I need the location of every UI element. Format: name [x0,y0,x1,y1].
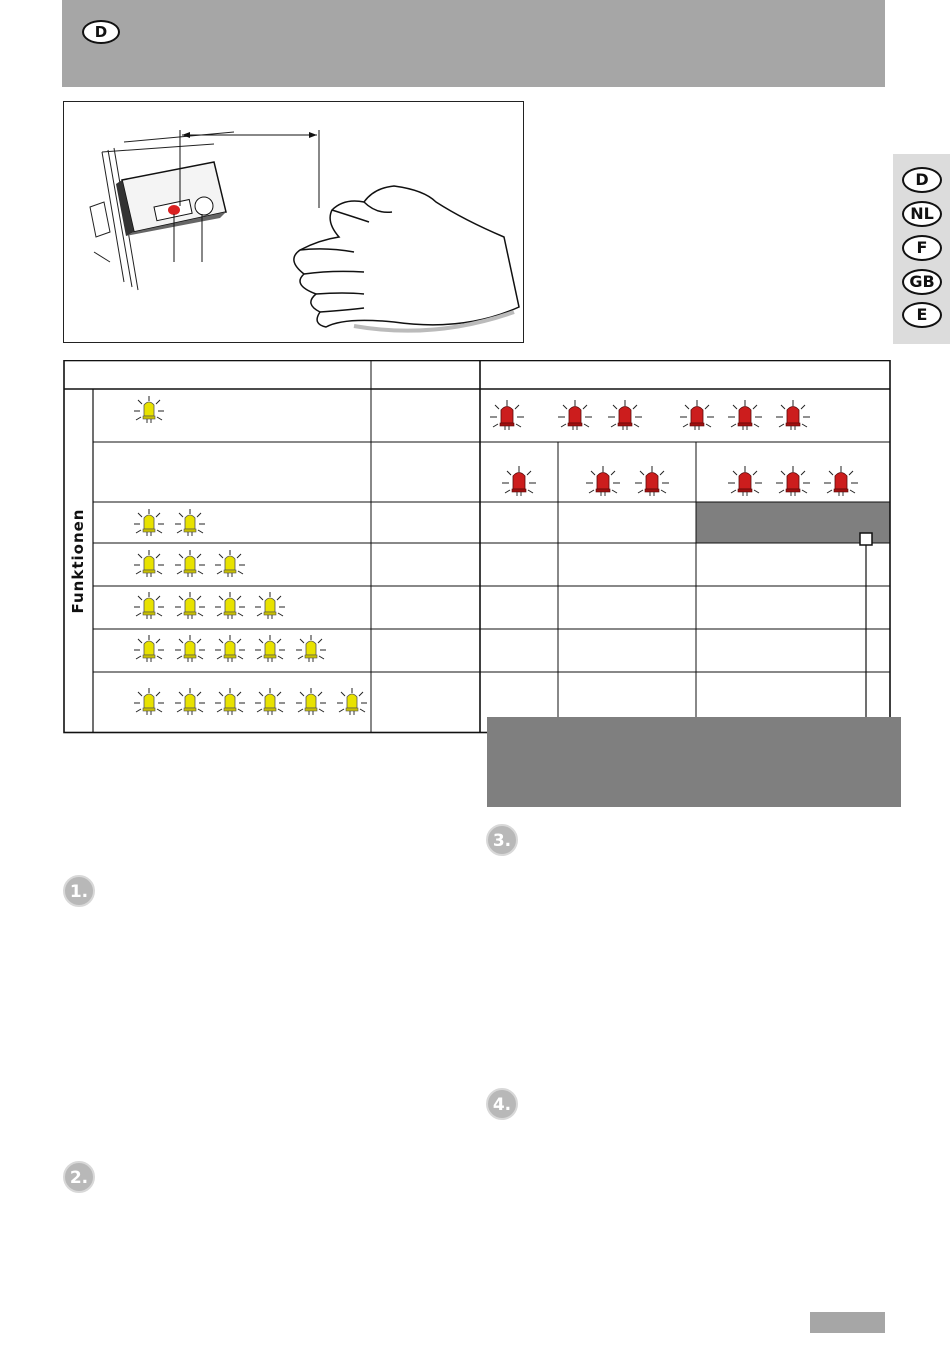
step-3-label: 3. [492,831,512,851]
language-tab-e[interactable]: E [902,302,942,328]
step-4-badge [485,1087,519,1121]
step-1-badge [62,874,96,908]
header-bar [62,0,885,87]
language-tab-d[interactable]: D [902,167,942,193]
language-badge: D [82,20,120,44]
language-tab-nl[interactable]: NL [902,201,942,227]
functions-row-label: Funktionen [69,508,87,614]
callout-marker [860,533,872,545]
language-tab-strip [893,154,950,344]
step-1-label: 1. [69,882,89,902]
page-number-bar [810,1312,885,1333]
step-3-badge [485,823,519,857]
control-unit-icon [116,162,226,236]
hand-icon [294,186,519,327]
step-4-label: 4. [492,1095,512,1115]
step-2-badge [62,1160,96,1194]
function-table [63,360,893,735]
sensor-illustration [63,101,524,343]
step-2-label: 2. [69,1168,89,1188]
language-tab-f[interactable]: F [902,235,942,261]
info-callout-box [487,717,901,807]
sensor-hand-drawing [64,102,523,342]
language-tab-gb[interactable]: GB [902,269,942,295]
